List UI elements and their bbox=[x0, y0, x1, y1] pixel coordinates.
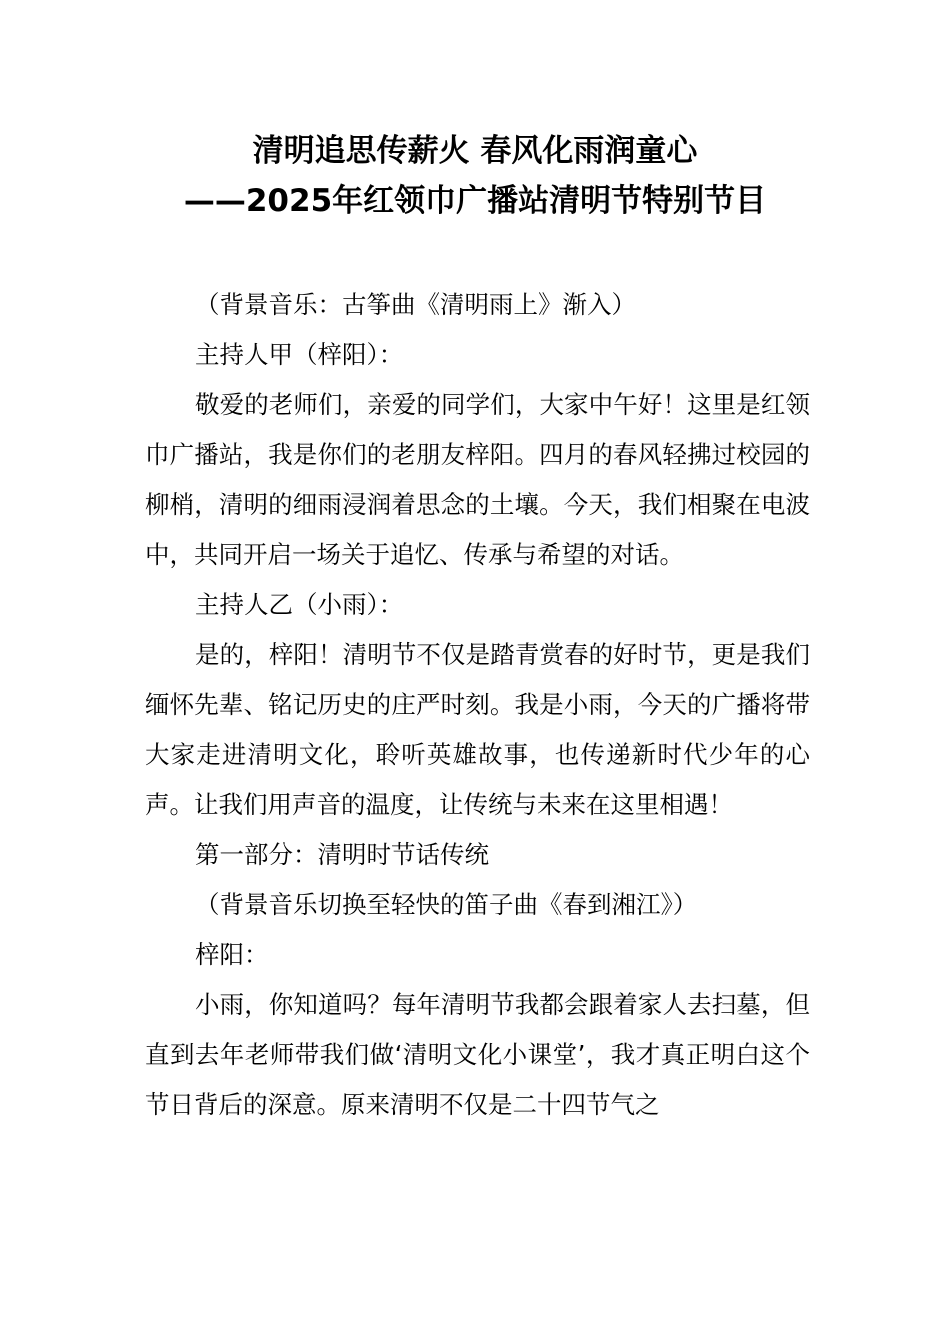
speaker-label-host-a: 主持人甲（梓阳）： bbox=[195, 340, 404, 369]
stage-direction-music-switch: （背景音乐切换至轻快的笛子曲《春到湘江》） bbox=[195, 890, 698, 919]
paragraph-host-b-opening: 是的，梓阳！清明节不仅是踏青赏春的好时节，更是我们缅怀先辈、铭记历史的庄严时刻。我是小雨，今天的广播将带大家走进清明文化，聆听英雄故事，也传递新时代少年的心声。让我们用声音的温度，让传统与未来在这里相遇！ bbox=[145, 640, 810, 819]
speaker-label-host-b: 主持人乙（小雨）： bbox=[195, 590, 404, 619]
document-body bbox=[145, 280, 810, 1130]
stage-direction-music-intro: （背景音乐：古筝曲《清明雨上》渐入） bbox=[195, 290, 636, 319]
document-title: 清明追思传薪火 春风化雨润童心 bbox=[252, 133, 698, 169]
document-subtitle: ——2025年红领巾广播站清明节特别节目 bbox=[183, 183, 767, 219]
paragraph-ziyang: 小雨，你知道吗？每年清明节我都会跟着家人去扫墓，但直到去年老师带我们做‘清明文化小课堂’，我才真正明白这个节日背后的深意。原来清明不仅是二十四节气之 bbox=[145, 990, 810, 1119]
section-heading-part-one: 第一部分：清明时节话传统 bbox=[195, 840, 489, 869]
speaker-label-ziyang: 梓阳： bbox=[195, 940, 269, 969]
paragraph-host-a-opening: 敬爱的老师们，亲爱的同学们，大家中午好！这里是红领巾广播站，我是你们的老朋友梓阳。四月的春风轻拂过校园的柳梢，清明的细雨浸润着思念的土壤。今天，我们相聚在电波中，共同开启一场关于追忆、传承与希望的对话。 bbox=[145, 390, 810, 569]
